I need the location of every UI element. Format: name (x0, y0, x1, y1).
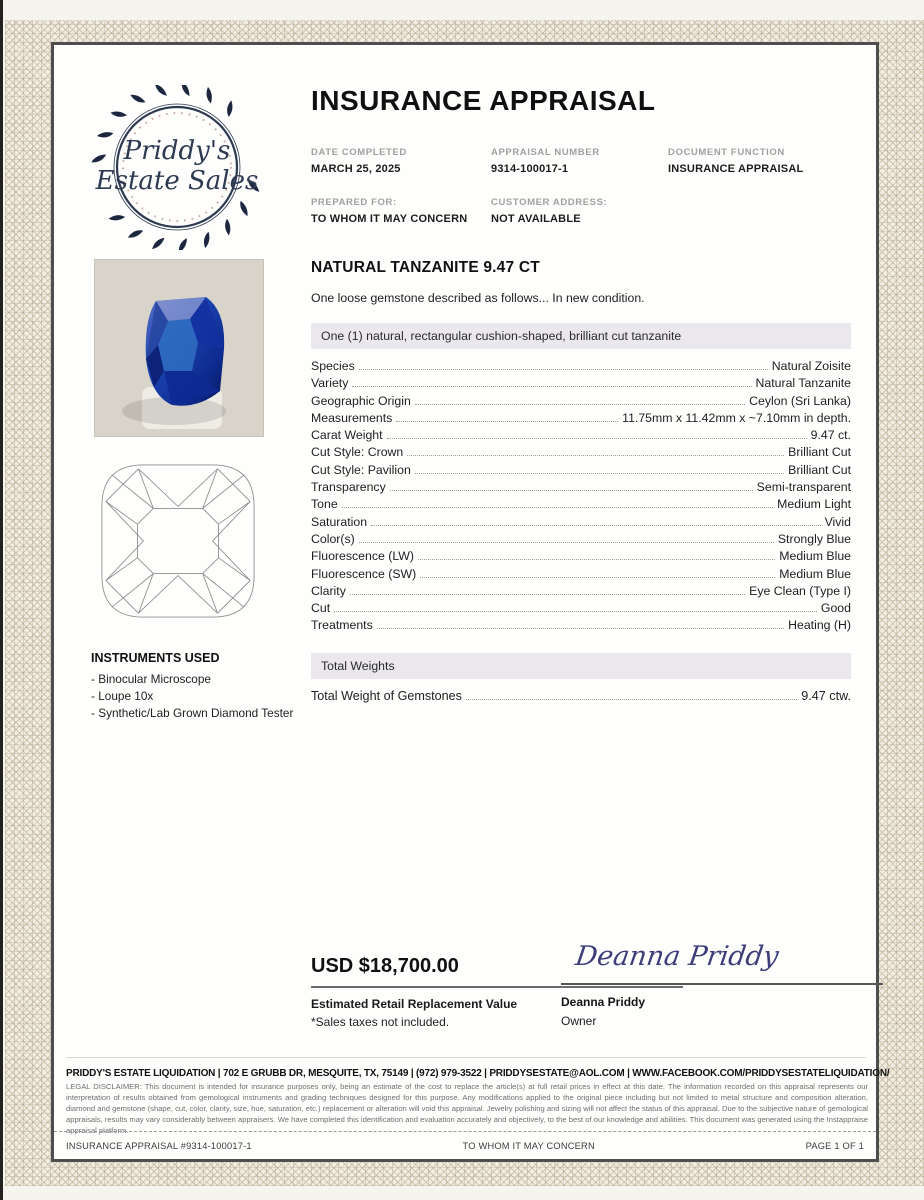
property-label: Transparency (311, 480, 386, 495)
property-value: Natural Tanzanite (755, 376, 851, 391)
property-row (311, 549, 851, 566)
prepared-for-label: PREPARED FOR: (311, 197, 397, 208)
dotted-leader (420, 577, 775, 578)
property-label: Cut (311, 601, 331, 616)
meta-customer-address (491, 197, 668, 225)
total-weight-label: Total Weight of Gemstones (311, 689, 462, 703)
property-row (311, 411, 851, 428)
property-list (311, 359, 851, 636)
footer-prepared-for: TO WHOM IT MAY CONCERN (462, 1140, 595, 1151)
customer-address-label: CUSTOMER ADDRESS: (491, 197, 608, 208)
property-value: 11.75mm x 11.42mm x ~7.10mm in depth. (622, 410, 851, 425)
valuation-label: Estimated Retail Replacement Value (311, 997, 518, 1011)
property-value: Good (820, 601, 851, 616)
property-label: Tone (311, 497, 338, 512)
prepared-for-value: TO WHOM IT MAY CONCERN (311, 213, 468, 225)
property-label: Measurements (311, 410, 393, 425)
appraised-value: USD $18,700.00 (311, 955, 683, 988)
item-description: One loose gemstone described as follows... In new condition. (311, 291, 645, 305)
dotted-leader (407, 455, 784, 456)
property-value: Heating (H) (788, 618, 851, 633)
dotted-leader (342, 507, 774, 508)
dotted-leader (466, 699, 797, 700)
dotted-leader (359, 369, 768, 370)
property-label: Fluorescence (LW) (311, 549, 414, 564)
appraisal-number-label: APPRAISAL NUMBER (491, 147, 600, 158)
property-label: Fluorescence (SW) (311, 566, 417, 581)
legal-disclaimer: LEGAL DISCLAIMER: This document is intended for insurance purposes only, being an estimate of the cost to replace the article(s) at full retail prices in effect at this date. The information recorded on this appraisal represents our interpretation of results obtained from gemological instruments and grading techniques designed for this purpose. Any modifications applied to the original piece including but not limited to metal structure and composition alteration, diamond and gemstone (shape, cut, color, clarity, size, hue, saturation, etc.) replacement or alteration will void this appraisal. Jewelry polishing and sizing will not affect the status of this appraisal. Due to the subjective nature of gemological appraisals, results may vary considerably between appraisers. We have completed this identification and evaluation accurately and objectively, to the best of our knowledge and abilities. This document was generated using the Instappraise appraisal platform. (66, 1082, 868, 1135)
property-label: Clarity (311, 583, 346, 598)
instruments-heading: INSTRUMENTS USED (91, 651, 220, 665)
signature-block (561, 941, 883, 1028)
property-label: Species (311, 359, 355, 373)
page-footer-bar (54, 1131, 876, 1159)
property-row (311, 463, 851, 480)
property-row (311, 532, 851, 549)
property-label: Treatments (311, 618, 373, 633)
property-row (311, 618, 851, 635)
document-function-label: DOCUMENT FUNCTION (668, 147, 785, 158)
property-label: Cut Style: Pavilion (311, 462, 411, 477)
signature-line (561, 983, 883, 985)
dotted-leader (387, 438, 807, 439)
date-completed-label: DATE COMPLETED (311, 147, 407, 158)
property-row (311, 515, 851, 532)
instrument-item: - Loupe 10x (91, 689, 154, 703)
dotted-leader (415, 404, 745, 405)
property-value: Strongly Blue (777, 531, 851, 546)
property-row (311, 394, 851, 411)
property-label: Carat Weight (311, 428, 383, 443)
dotted-leader (390, 490, 753, 491)
item-banner: One (1) natural, rectangular cushion-shaped, brilliant cut tanzanite (311, 323, 851, 349)
item-heading: NATURAL TANZANITE 9.47 CT (311, 259, 540, 276)
dotted-leader (350, 594, 745, 595)
signer-name: Deanna Priddy (561, 995, 646, 1009)
dotted-leader (334, 611, 817, 612)
dotted-leader (377, 628, 784, 629)
customer-address-value: NOT AVAILABLE (491, 213, 581, 225)
cushion-cut-diagram (94, 455, 262, 627)
laurel-wreath-logo-icon (82, 85, 272, 250)
total-weights-banner: Total Weights (311, 653, 851, 679)
logo-text-line2: Estate Sales (95, 166, 259, 196)
property-value: Brilliant Cut (788, 445, 851, 460)
dotted-leader (371, 525, 821, 526)
meta-appraisal-number (491, 147, 668, 175)
property-label: Geographic Origin (311, 393, 411, 408)
property-row (311, 497, 851, 514)
dotted-leader (396, 421, 618, 422)
property-row (311, 584, 851, 601)
document-function-value: INSURANCE APPRAISAL (668, 163, 804, 175)
meta-date (311, 147, 491, 175)
property-label: Variety (311, 376, 349, 391)
property-value: Natural Zoisite (771, 359, 851, 373)
instrument-item: - Binocular Microscope (91, 672, 211, 686)
property-row (311, 359, 851, 376)
property-label: Saturation (311, 514, 368, 529)
property-row (311, 567, 851, 584)
property-row (311, 480, 851, 497)
property-label: Color(s) (311, 531, 355, 546)
property-value: Brilliant Cut (788, 462, 851, 477)
property-value: Medium Blue (779, 549, 851, 564)
valuation-note: *Sales taxes not included. (311, 1015, 450, 1029)
property-label: Cut Style: Crown (311, 445, 404, 460)
handwritten-signature: Deanna Priddy (573, 941, 781, 972)
property-value: Eye Clean (Type I) (749, 583, 851, 598)
property-value: Medium Light (777, 497, 851, 512)
company-contact-line: PRIDDY'S ESTATE LIQUIDATION | 702 E GRUBB DR, MESQUITE, TX, 75149 | (972) 979-3522 | PRIDDYSESTATE@AOL.COM | WWW.FACEBOOK.COM/PRIDDYSESTATELIQUIDATION/ (66, 1057, 866, 1079)
instrument-item: - Synthetic/Lab Grown Diamond Tester (91, 706, 294, 720)
gemstone-photo (94, 259, 264, 437)
footer-appraisal-ref: INSURANCE APPRAISAL #9314-100017-1 (66, 1140, 252, 1151)
instruments-used-section (91, 651, 306, 722)
logo-text-line1: Priddy's (123, 136, 231, 166)
signer-title: Owner (561, 1014, 597, 1028)
property-value: 9.47 ct. (810, 428, 851, 443)
total-weight-row (311, 689, 851, 709)
dotted-leader (415, 473, 784, 474)
dotted-leader (359, 542, 774, 543)
property-row (311, 601, 851, 618)
property-value: Vivid (824, 514, 851, 529)
document-title: INSURANCE APPRAISAL (311, 85, 656, 116)
total-weight-value: 9.47 ctw. (801, 689, 851, 703)
property-value: Medium Blue (779, 566, 851, 581)
meta-prepared-for (311, 197, 491, 225)
property-value: Ceylon (Sri Lanka) (749, 393, 851, 408)
meta-document-function (668, 147, 803, 175)
property-row (311, 445, 851, 462)
appraisal-page (51, 42, 890, 1162)
property-value: Semi-transparent (756, 480, 851, 495)
company-logo (82, 85, 272, 250)
dotted-leader (352, 386, 751, 387)
property-row (311, 428, 851, 445)
footer-page-number: PAGE 1 OF 1 (805, 1140, 864, 1151)
date-completed-value: MARCH 25, 2025 (311, 163, 401, 175)
property-row (311, 376, 851, 393)
appraisal-number-value: 9314-100017-1 (491, 163, 569, 175)
header-meta (311, 147, 803, 225)
dotted-leader (418, 559, 775, 560)
